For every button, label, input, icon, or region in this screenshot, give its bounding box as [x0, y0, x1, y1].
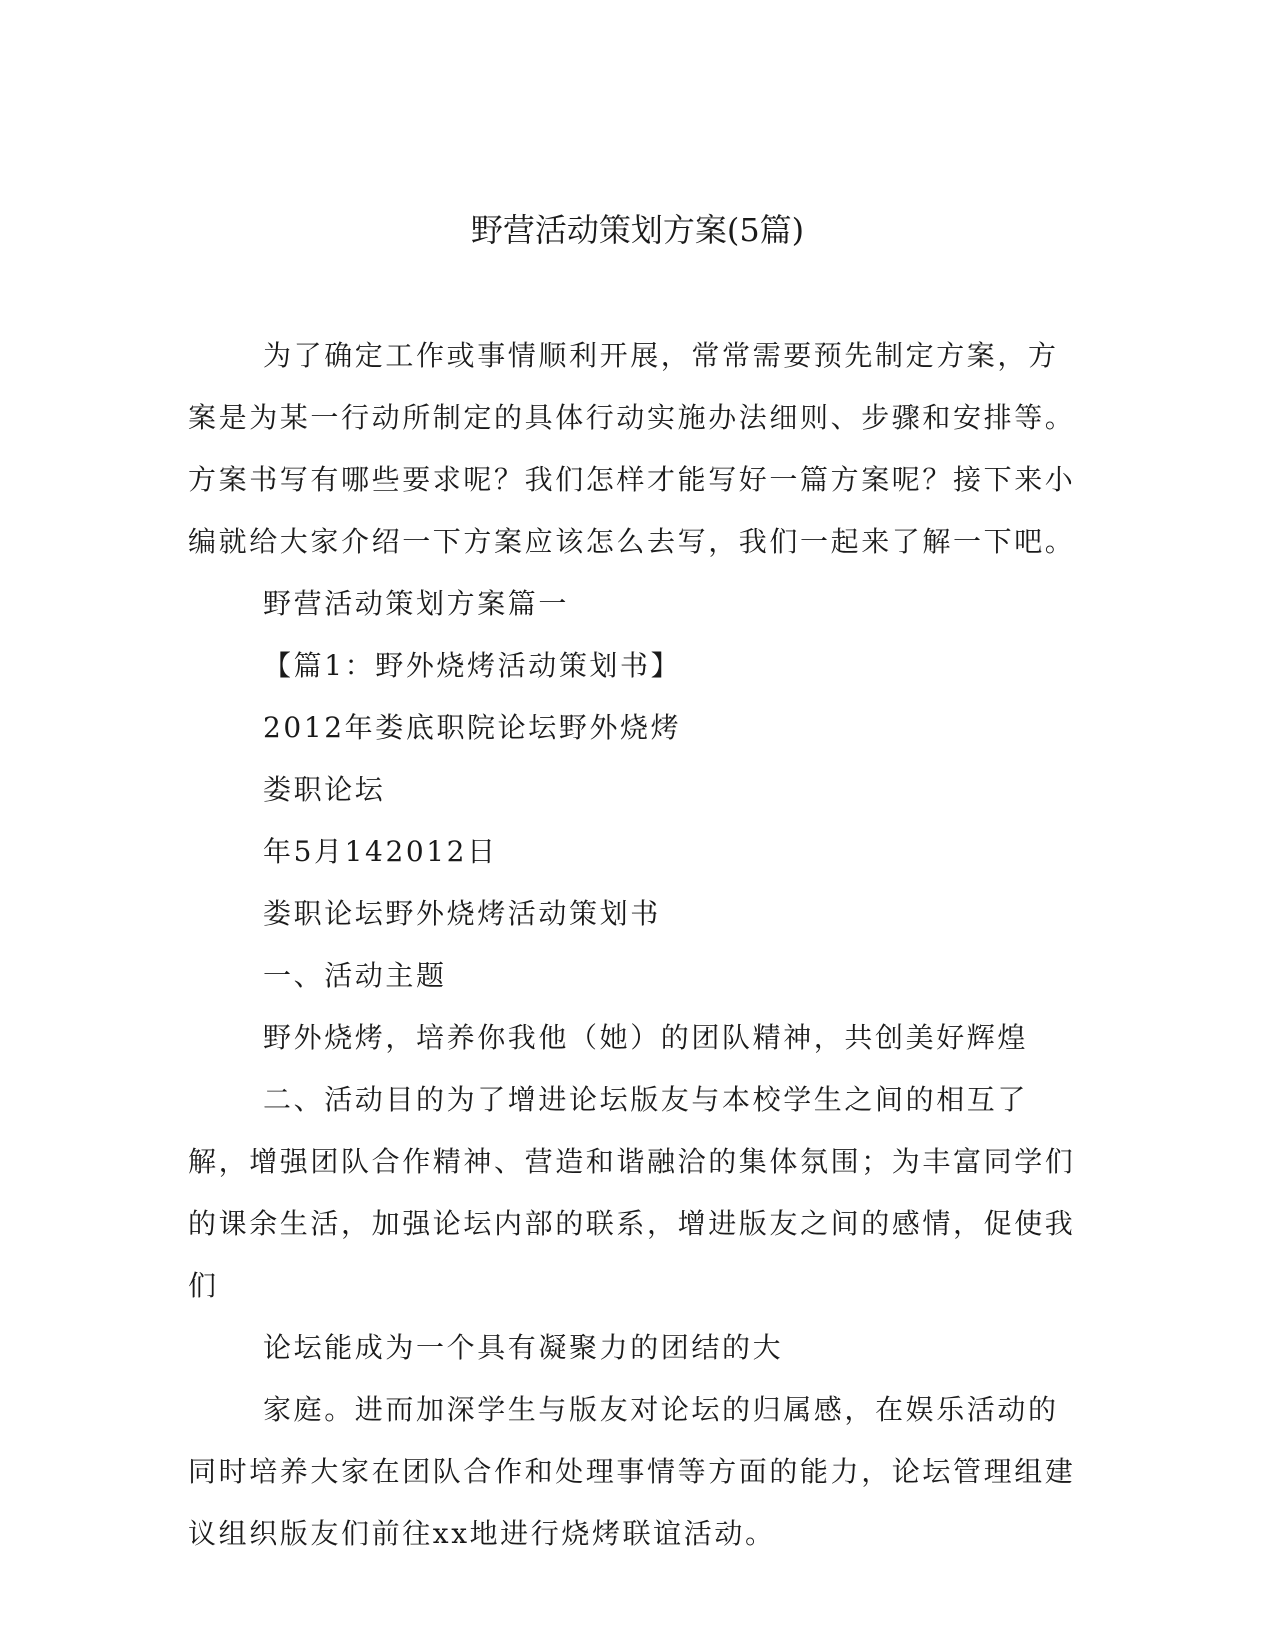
section-heading: 野营活动策划方案篇一 [263, 587, 570, 620]
purpose-paragraph: 二、活动目的为了增进论坛版友与本校学生之间的相互了解，增强团队合作精神、营造和谐融洽的集体氛围；为丰富同学们的课余生活，加强论坛内部的联系，增进版友之间的感情，促使我们 [188, 1083, 1076, 1302]
organizer-line: 娄职论坛 [263, 773, 386, 806]
intro-paragraph: 为了确定工作或事情顺利开展，常常需要预先制定方案，方案是为某一行动所制定的具体行动实施办法细则、步骤和安排等。方案书写有哪些要求呢？我们怎样才能写好一篇方案呢？接下来小编就给大家介绍一下方案应该怎么去写，我们一起来了解一下吧。 [188, 339, 1076, 558]
purpose-continuation-line: 论坛能成为一个具有凝聚力的团结的大 [263, 1331, 784, 1364]
date-line: 年5月142012日 [263, 835, 498, 868]
plan-title-line: 娄职论坛野外烧烤活动策划书 [263, 897, 661, 930]
theme-text: 野外烧烤，培养你我他（她）的团队精神，共创美好辉煌 [263, 1021, 1029, 1054]
subsection-heading: 【篇1：野外烧烤活动策划书】 [263, 649, 682, 682]
event-title-line: 2012年娄底职院论坛野外烧烤 [263, 711, 682, 744]
theme-heading: 一、活动主题 [263, 959, 447, 992]
document-title: 野营活动策划方案(5篇) [470, 211, 805, 249]
document-body [188, 325, 1088, 1565]
purpose-closing-paragraph: 家庭。进而加深学生与版友对论坛的归属感，在娱乐活动的同时培养大家在团队合作和处理事情等方面的能力，论坛管理组建议组织版友们前往xx地进行烧烤联谊活动。 [188, 1393, 1076, 1550]
